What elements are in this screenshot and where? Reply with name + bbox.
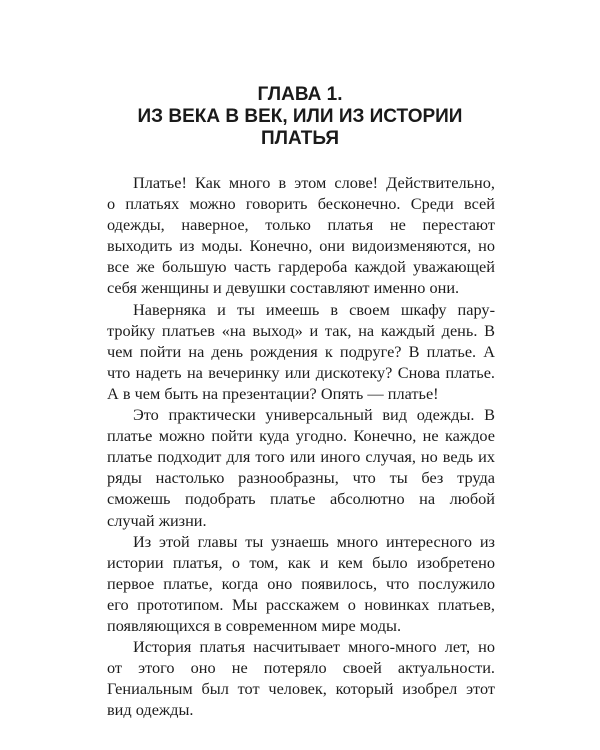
text-line: выходить из моды. Конечно, они видоизменяются, но: [107, 236, 495, 256]
text-line: сможешь подобрать платье абсолютно на любой: [107, 489, 495, 509]
chapter-number: ГЛАВА 1.: [257, 84, 343, 105]
text-line: ряды настолько разнообразны, что ты без труда: [107, 468, 495, 488]
chapter-heading: [100, 84, 500, 150]
text-line: вид одежды.: [107, 700, 194, 720]
paragraph-5: [107, 636, 495, 720]
text-line: платье подходит для того или иного случая, но ведь их: [107, 447, 495, 467]
text-line: первое платье, когда оно появилось, что послужило: [107, 573, 495, 593]
text-line: от этого оно не потеряло своей актуальности.: [107, 658, 495, 678]
text-line: о платьях можно говорить бесконечно. Среди всей: [107, 194, 495, 214]
paragraph-2: [107, 299, 495, 404]
text-line: случай жизни.: [107, 510, 207, 530]
text-line: одежды, наверное, только платья не перестают: [107, 215, 495, 235]
text-line: История платья насчитывает много-много лет, но: [133, 637, 495, 657]
text-line: появляющихся в современном мире моды.: [107, 615, 402, 635]
text-line: что надеть на вечеринку или дискотеку? Снова платье.: [107, 362, 495, 382]
text-line: Платье! Как много в этом слове! Действительно,: [133, 173, 495, 192]
paragraph-3: [107, 404, 495, 531]
text-line: Наверняка и ты имеешь в своем шкафу пару-: [133, 299, 495, 319]
paragraph-1: [107, 172, 495, 299]
text-line: истории платья, о том, как и кем было изобретено: [107, 552, 495, 572]
text-line: тройку платьев «на выход» и так, на каждый день. В: [107, 320, 495, 340]
chapter-title-line-1: ИЗ ВЕКА В ВЕК, ИЛИ ИЗ ИСТОРИИ: [137, 106, 463, 127]
chapter-title-line-2: ПЛАТЬЯ: [261, 128, 339, 149]
text-line: Гениальным был тот человек, который изобрел этот: [107, 679, 495, 699]
text-line: его прототипом. Мы расскажем о новинках платьев,: [107, 594, 495, 614]
text-line: Из этой главы ты узнаешь много интересного из: [133, 531, 495, 551]
text-line: себя женщины и девушки составляют именно они.: [107, 278, 460, 298]
text-line: платье можно пойти куда угодно. Конечно, не каждое: [107, 426, 495, 446]
text-line: чем пойти на день рождения к подруге? В платье. А: [107, 341, 495, 361]
text-line: все же большую часть гардероба каждой уважающей: [107, 257, 495, 277]
chapter-body: [107, 172, 495, 720]
text-line: А в чем быть на презентации? Опять — платье!: [107, 383, 439, 403]
paragraph-4: [107, 531, 495, 636]
text-line: Это практически универсальный вид одежды. В: [133, 405, 495, 425]
